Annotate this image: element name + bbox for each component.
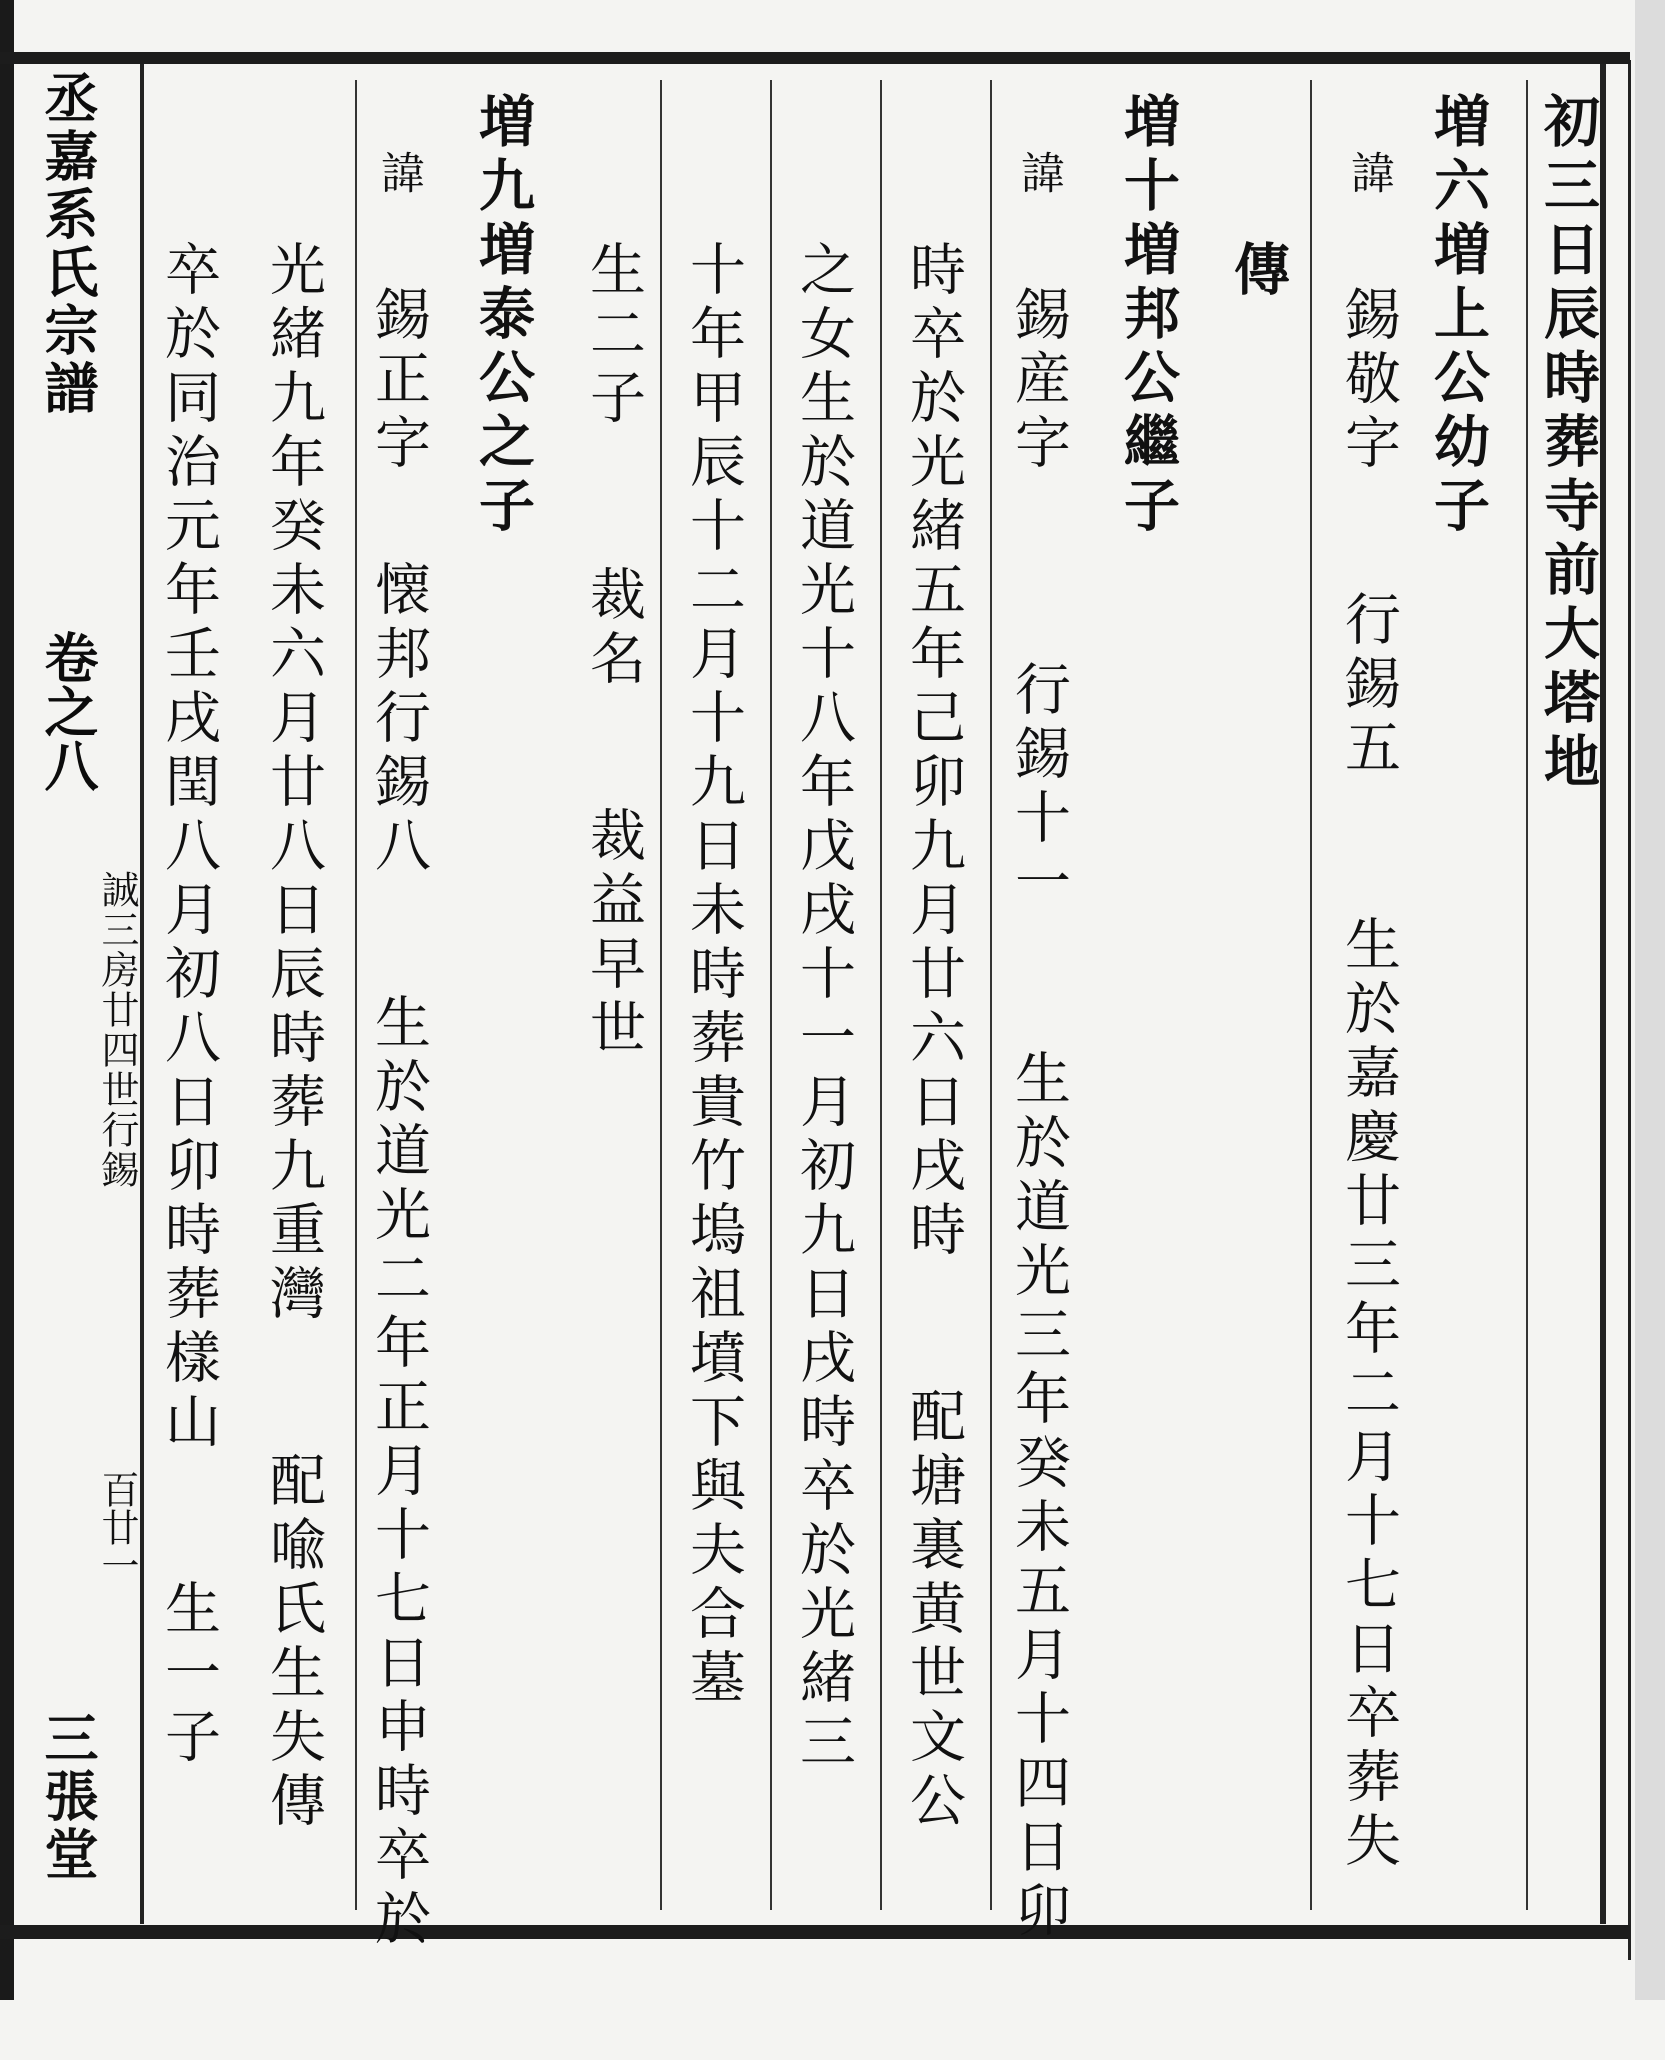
entry-heading: 増十増邦公繼子 <box>1115 92 1181 540</box>
spouse-record: 配喩氏生失傳 <box>261 1451 326 1835</box>
text-column-11 <box>470 92 536 1912</box>
text-column-10 <box>581 240 646 2060</box>
book-title: 丞嘉系氏宗譜 <box>36 70 100 418</box>
taboo-name-label: 諱 <box>373 150 424 202</box>
text-column-6 <box>1006 150 1071 1970</box>
biography-label: 傳 <box>1225 240 1291 304</box>
page-left-edge <box>0 0 14 2000</box>
spouse-death-record: 卒於同治元年壬戌閏八月初八日卯時葬樣山 <box>156 240 221 1456</box>
volume-label: 卷之八 <box>36 630 100 792</box>
birth-death-record: 生於道光二年正月十七日申時卒於 <box>366 993 431 1953</box>
column-rule <box>1310 80 1312 1910</box>
child-name: 裁名 <box>581 565 646 693</box>
taboo-name-label: 諱 <box>1343 150 1394 202</box>
taboo-name-label: 諱 <box>1013 150 1064 202</box>
column-rule <box>990 80 992 1910</box>
death-record: 時卒於光緒五年己卯九月廿六日戌時 <box>901 240 966 1264</box>
spouse-record: 配塘裏黄世文公 <box>901 1387 966 1835</box>
generation-rank: 行錫五 <box>1336 590 1401 782</box>
given-name: 錫敬字 <box>1336 285 1401 477</box>
generation-rank: 行錫十一 <box>1006 660 1071 916</box>
children-count: 生二子 <box>581 240 646 432</box>
page-number: 百廿一 <box>95 1470 139 1584</box>
hall-name: 三張堂 <box>36 1710 100 1884</box>
text-column-13 <box>261 240 326 2060</box>
entry-heading: 増九増泰公之子 <box>470 92 536 540</box>
text-column-5 <box>1115 92 1181 1912</box>
text-column-8 <box>791 240 856 2060</box>
text-column-4 <box>1225 240 1291 2060</box>
burial-note: 初三日辰時葬寺前大塔地 <box>1535 92 1601 796</box>
entry-heading: 増六増上公幼子 <box>1425 92 1491 540</box>
text-column-3 <box>1336 150 1401 1970</box>
branch-info: 誠三房廿四世行錫 <box>95 870 139 1190</box>
right-border-line <box>1628 60 1631 1960</box>
birth-record: 生於道光三年癸未五月十四日卯 <box>1006 1049 1071 1945</box>
given-name: 錫正字 <box>366 285 431 477</box>
children-count: 生一子 <box>156 1579 221 1771</box>
column-rule <box>770 80 772 1910</box>
text-column-7 <box>901 240 966 2060</box>
courtesy-name-rank: 懐邦行錫八 <box>366 560 431 880</box>
spouse-burial: 十年甲辰十二月十九日未時葬貴竹塢祖墳下與夫合墓 <box>681 240 746 1712</box>
margin-column <box>20 70 139 1920</box>
spouse-dates: 之女生於道光十八年戊戌十一月初九日戌時卒於光緒三 <box>791 240 856 1776</box>
given-name: 錫産字 <box>1006 285 1071 477</box>
child-name: 裁益早世 <box>581 806 646 1062</box>
column-rule <box>1526 80 1528 1910</box>
text-column-12 <box>366 150 431 1970</box>
text-column-1 <box>1535 92 1601 1912</box>
column-rule <box>355 80 357 1910</box>
death-burial-record: 光緒九年癸未六月廿八日辰時葬九重灣 <box>261 240 326 1328</box>
birth-death-record: 生於嘉慶廿三年二月十七日卒葬失 <box>1336 915 1401 1875</box>
text-column-14 <box>156 240 221 2060</box>
top-border <box>0 52 1630 64</box>
page-right-edge <box>1635 0 1665 2000</box>
text-column-9 <box>681 240 746 2060</box>
column-rule <box>880 80 882 1910</box>
column-rule <box>660 80 662 1910</box>
text-column-2 <box>1425 92 1491 1912</box>
